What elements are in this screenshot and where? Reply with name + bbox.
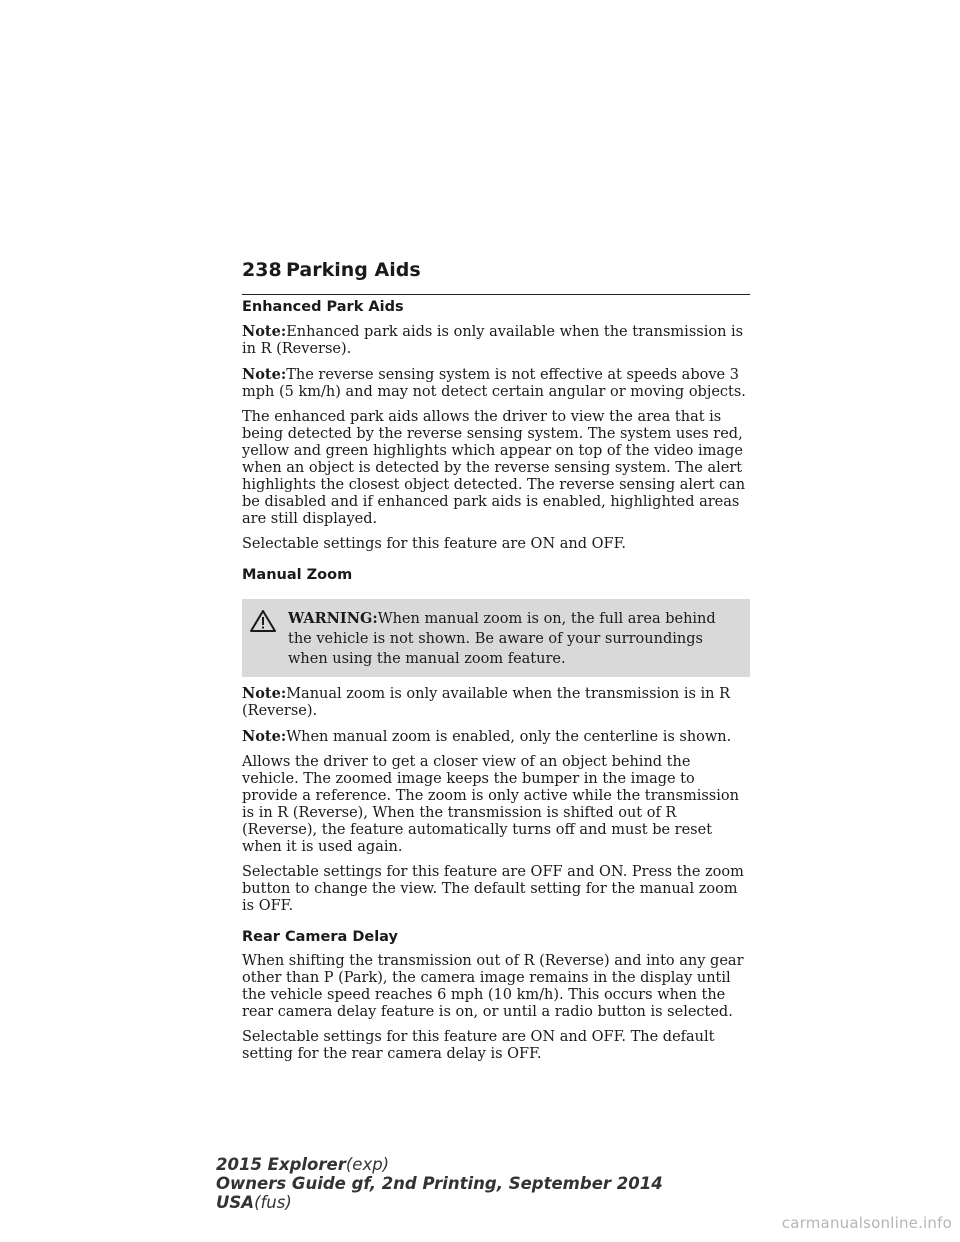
warning-text: When manual zoom is on, the full area behind the vehicle is not shown. Be aware of your surroundings when using the manual zoom feature. — [288, 611, 716, 667]
note-label: Note: — [242, 323, 287, 340]
paragraph-zoom-body: Allows the driver to get a closer view of an object behind the vehicle. The zoomed image keeps the bumper in the image to provide a reference. The zoom is only active while the transmission is in R (Reverse), When the transmission is shifted out of R (Reverse), the feature automatically turns off and must be reset when it is used again. — [242, 754, 739, 855]
note-text: Manual zoom is only available when the transmission is in R (Reverse). — [242, 686, 731, 719]
note-text: The reverse sensing system is not effective at speeds above 3 mph (5 km/h) and may not detect certain angular or moving objects. — [242, 367, 746, 400]
footer-line-3 — [216, 1193, 663, 1212]
heading-enhanced-park-aids: Enhanced Park Aids — [242, 299, 404, 315]
footer-line-2: Owners Guide gf, 2nd Printing, September 2014 — [216, 1174, 663, 1193]
note-text: When manual zoom is enabled, only the centerline is shown. — [286, 729, 732, 745]
footer-model-code: (exp) — [345, 1155, 390, 1174]
warning-box — [242, 599, 750, 677]
footer-model: 2015 Explorer — [216, 1155, 346, 1174]
heading-manual-zoom: Manual Zoom — [242, 567, 353, 583]
warning-text-block — [248, 609, 744, 669]
note-label: Note: — [242, 366, 287, 383]
chapter-title: Parking Aids — [286, 259, 421, 281]
page-header — [242, 256, 750, 295]
warning-label: WARNING: — [288, 610, 378, 627]
note-zoom-1 — [242, 685, 750, 720]
paragraph-delay-body: When shifting the transmission out of R (Reverse) and into any gear other than P (Park), the camera image remains in the display until the vehicle speed reaches 6 mph (10 km/h). This occurs when the rear camera delay feature is on, or until a radio button is selected. — [242, 953, 744, 1020]
paragraph-zoom-settings: Selectable settings for this feature are OFF and ON. Press the zoom button to change the view. The default setting for the manual zoom is OFF. — [242, 864, 744, 914]
heading-rear-camera-delay: Rear Camera Delay — [242, 929, 398, 945]
note-enhanced-1 — [242, 323, 750, 358]
footer-market: USA — [216, 1193, 255, 1212]
warning-triangle-icon — [250, 609, 276, 633]
note-text: Enhanced park aids is only available when the transmission is in R (Reverse). — [242, 324, 744, 357]
paragraph-enhanced-body: The enhanced park aids allows the driver to view the area that is being detected by the reverse sensing system. The system uses red, yellow and green highlights which appear on top of the video image when an object is detected by the reverse sensing system. The alert highlights the closest object detected. The reverse sensing alert can be disabled and if enhanced park aids is enabled, highlighted areas are still displayed. — [242, 409, 746, 527]
note-label: Note: — [242, 685, 287, 702]
footer-line-1 — [216, 1155, 663, 1174]
footer-market-code: (fus) — [254, 1193, 292, 1212]
main-content — [242, 297, 750, 1071]
note-label: Note: — [242, 728, 287, 745]
paragraph-delay-settings: Selectable settings for this feature are ON and OFF. The default setting for the rear camera delay is OFF. — [242, 1029, 715, 1062]
page-number: 238 — [242, 259, 282, 281]
watermark-text: carmanualsonline.info — [781, 1214, 952, 1232]
document-footer — [216, 1155, 663, 1212]
paragraph-enhanced-settings: Selectable settings for this feature are ON and OFF. — [242, 536, 626, 552]
note-zoom-2 — [242, 728, 750, 746]
note-enhanced-2 — [242, 366, 750, 401]
